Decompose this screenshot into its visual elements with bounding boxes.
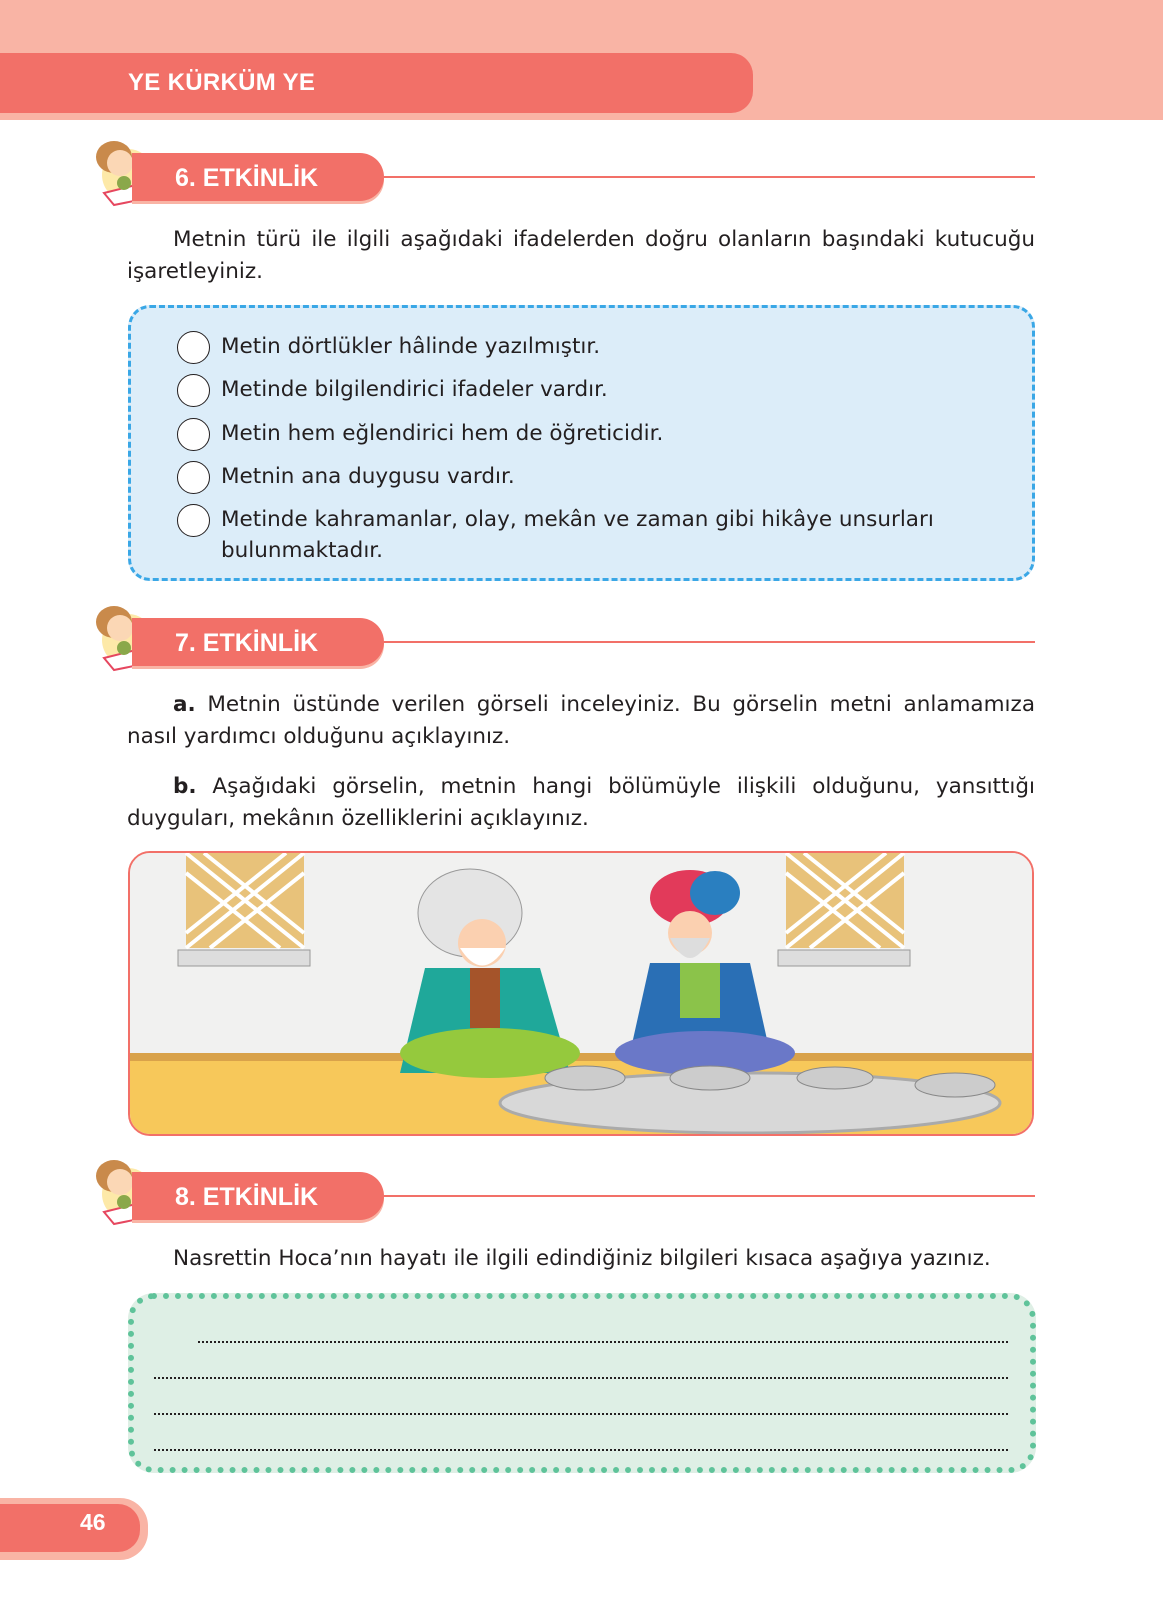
activity-6-title: 6. ETKİNLİK xyxy=(175,164,319,192)
chapter-title-bar xyxy=(0,53,753,113)
page-number-tab xyxy=(0,1498,148,1560)
activity-6-header xyxy=(0,135,1163,195)
page-number: 46 xyxy=(80,1509,106,1535)
activity-7-header xyxy=(0,600,1163,660)
part-b-text: Aşağıdaki görselin, metnin hangi bölümüyle ilişkili olduğunu, yansıttığı duyguları, mekânın özelliklerini açıklayınız. xyxy=(127,774,1035,831)
activity-7-part-b xyxy=(127,771,1035,835)
activity-8-instruction xyxy=(127,1243,1035,1275)
activity-7-title: 7. ETKİNLİK xyxy=(175,629,319,657)
part-b-label: b. xyxy=(173,774,197,799)
option-label: Metinde bilgilendirici ifadeler vardır. xyxy=(221,377,608,402)
activity-8-header xyxy=(0,1154,1163,1214)
activity-7-title-pill xyxy=(132,618,384,666)
option-label: Metnin ana duygusu vardır. xyxy=(221,464,515,489)
activity-8-title-pill xyxy=(132,1172,384,1220)
checkbox-circle[interactable] xyxy=(177,374,210,407)
option-item[interactable] xyxy=(181,374,1021,405)
activity-8-title: 8. ETKİNLİK xyxy=(175,1183,319,1211)
part-a-text: Metnin üstünde verilen görseli inceleyiniz. Bu görselin metni anlamamıza nasıl yardımcı olduğunu açıklayınız. xyxy=(127,692,1035,749)
option-item[interactable] xyxy=(181,504,1021,566)
option-label: Metinde kahramanlar, olay, mekân ve zaman gibi hikâye unsurları bulunmaktadır. xyxy=(221,507,934,563)
answer-line[interactable] xyxy=(198,1341,1008,1343)
divider-line xyxy=(384,1195,1035,1197)
answer-line[interactable] xyxy=(154,1413,1008,1415)
checkbox-circle[interactable] xyxy=(177,461,210,494)
instruction-text: Nasrettin Hoca’nın hayatı ile ilgili edindiğiniz bilgileri kısaca aşağıya yazınız. xyxy=(173,1246,991,1271)
chapter-title: YE KÜRKÜM YE xyxy=(128,69,316,96)
divider-line xyxy=(384,176,1035,178)
option-item[interactable] xyxy=(181,461,1021,492)
option-label: Metin dörtlükler hâlinde yazılmıştır. xyxy=(221,334,601,359)
activity-7-part-a xyxy=(127,689,1035,753)
scene-illustration xyxy=(130,853,1034,1136)
option-item[interactable] xyxy=(181,418,1021,449)
option-item[interactable] xyxy=(181,331,1021,362)
activity-6-title-pill xyxy=(132,153,384,201)
checkbox-circle[interactable] xyxy=(177,418,210,451)
answer-line[interactable] xyxy=(154,1377,1008,1379)
part-a-label: a. xyxy=(173,692,196,717)
divider-line xyxy=(384,641,1035,643)
option-label: Metin hem eğlendirici hem de öğreticidir. xyxy=(221,421,664,446)
answer-box[interactable] xyxy=(128,1293,1036,1473)
answer-line[interactable] xyxy=(154,1449,1008,1451)
instruction-text: Metnin türü ile ilgili aşağıdaki ifadelerden doğru olanların başındaki kutucuğu işaretleyiniz. xyxy=(127,227,1035,284)
options-box xyxy=(128,305,1035,581)
activity-6-instruction xyxy=(127,224,1035,288)
checkbox-circle[interactable] xyxy=(177,331,210,364)
nasreddin-hoca-illustration xyxy=(128,851,1034,1136)
checkbox-circle[interactable] xyxy=(177,504,210,537)
